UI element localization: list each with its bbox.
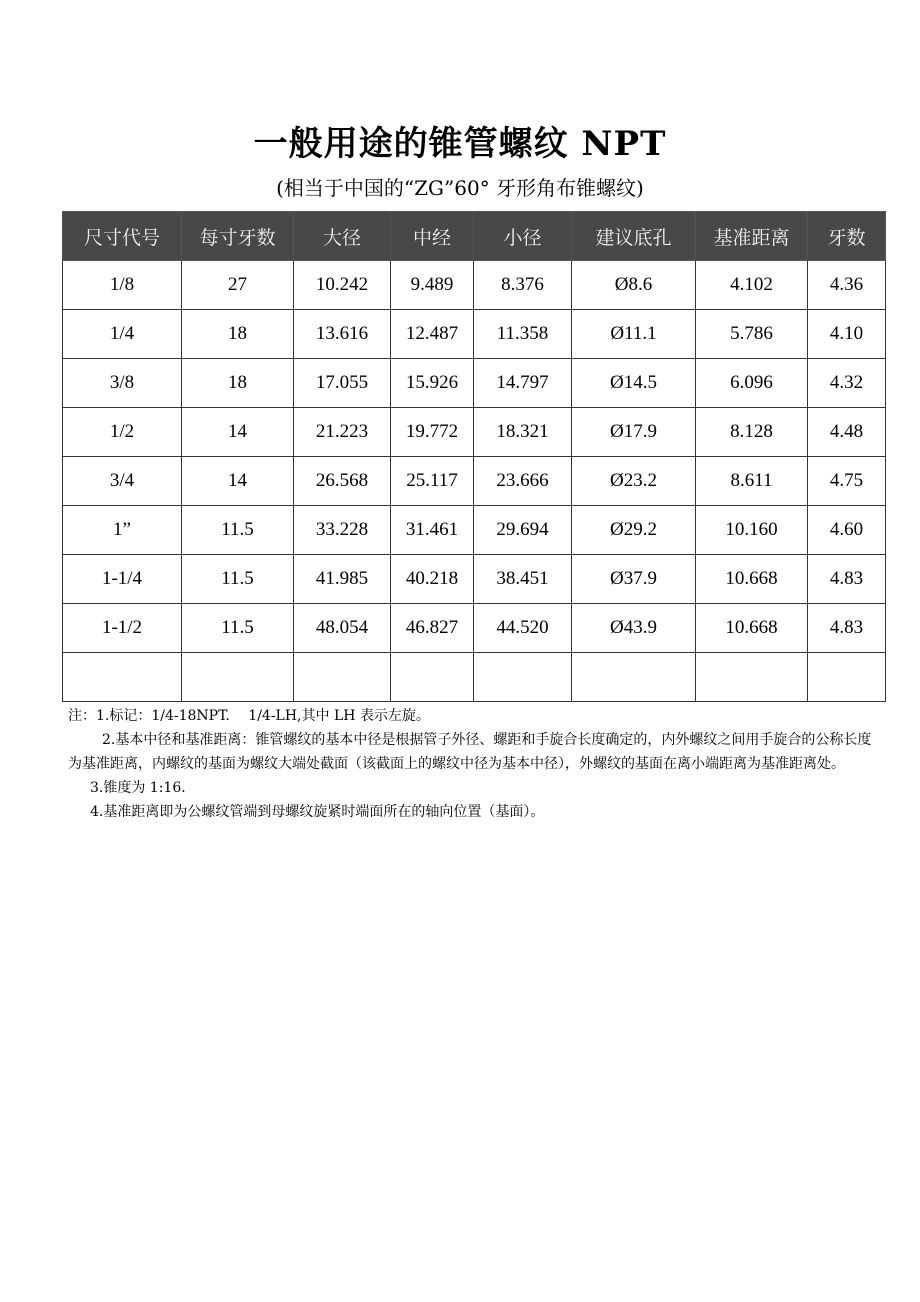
table-cell: 4.102 [696,261,808,310]
column-header: 中经 [391,212,474,261]
table-cell: 18 [182,359,294,408]
table-cell: 6.096 [696,359,808,408]
table-cell: 4.32 [808,359,886,408]
table-cell: 4.10 [808,310,886,359]
table-cell: 1/4 [63,310,182,359]
table-cell: 4.83 [808,604,886,653]
table-cell: 14 [182,457,294,506]
table-cell: Ø11.1 [572,310,696,359]
table-cell [696,653,808,702]
table-cell: 46.827 [391,604,474,653]
table-cell: 23.666 [474,457,572,506]
table-cell: 10.668 [696,555,808,604]
column-header: 牙数 [808,212,886,261]
table-row [63,359,886,408]
table-cell: Ø37.9 [572,555,696,604]
note-3: 3.锥度为 1:16. [90,780,186,796]
column-header: 基准距离 [696,212,808,261]
table-cell: 1-1/2 [63,604,182,653]
table-cell: 17.055 [294,359,391,408]
table-cell: Ø8.6 [572,261,696,310]
table-cell: 8.611 [696,457,808,506]
table-cell: 31.461 [391,506,474,555]
table-cell: 1/2 [63,408,182,457]
column-header: 每寸牙数 [182,212,294,261]
table-cell: 15.926 [391,359,474,408]
table-cell: 4.83 [808,555,886,604]
table-cell: 18.321 [474,408,572,457]
table-cell [63,653,182,702]
table-cell: 3/8 [63,359,182,408]
table-row [63,506,886,555]
table-cell: 8.376 [474,261,572,310]
table-cell: Ø14.5 [572,359,696,408]
table-cell: Ø17.9 [572,408,696,457]
table-cell: 3/4 [63,457,182,506]
table-cell: 1” [63,506,182,555]
table-cell [182,653,294,702]
column-header: 小径 [474,212,572,261]
table-cell [391,653,474,702]
table-cell: 21.223 [294,408,391,457]
table-row [63,408,886,457]
column-header: 尺寸代号 [63,212,182,261]
table-cell: 11.5 [182,506,294,555]
note-4: 4.基准距离即为公螺纹管端到母螺纹旋紧时端面所在的轴向位置（基面）。 [90,804,545,820]
table-cell [294,653,391,702]
table-cell: 4.60 [808,506,886,555]
table-cell: 1/8 [63,261,182,310]
table-cell: 33.228 [294,506,391,555]
table-cell: 27 [182,261,294,310]
table-cell: 1-1/4 [63,555,182,604]
page-subtitle: (相当于中国的“ZG”60° 牙形角布锥螺纹) [276,176,644,200]
table-cell [808,653,886,702]
table-cell: 13.616 [294,310,391,359]
table-cell: 11.358 [474,310,572,359]
table-cell: 14 [182,408,294,457]
table-cell: 5.786 [696,310,808,359]
table-cell [474,653,572,702]
npt-thread-table [62,211,886,702]
table-cell [572,653,696,702]
table-row [63,310,886,359]
table-row [63,604,886,653]
table-cell: 25.117 [391,457,474,506]
table-cell: 44.520 [474,604,572,653]
table-cell: 12.487 [391,310,474,359]
table-row [63,555,886,604]
table-cell: 38.451 [474,555,572,604]
column-header: 大径 [294,212,391,261]
table-row [63,653,886,702]
table-cell: 10.242 [294,261,391,310]
table-cell: 19.772 [391,408,474,457]
table-cell: 4.75 [808,457,886,506]
table-cell: 14.797 [474,359,572,408]
table-row [63,457,886,506]
table-cell: Ø29.2 [572,506,696,555]
table-cell: 11.5 [182,604,294,653]
table-cell: 26.568 [294,457,391,506]
table-cell: 4.48 [808,408,886,457]
note-1: 注：1.标记：1/4-18NPT. 1/4-LH,其中 LH 表示左旋。 [68,708,430,724]
table-cell: 41.985 [294,555,391,604]
column-header: 建议底孔 [572,212,696,261]
page-title: 一般用途的锥管螺纹 NPT [253,124,667,164]
table-cell: 9.489 [391,261,474,310]
table-row [63,261,886,310]
table-cell: 11.5 [182,555,294,604]
table-cell: 10.668 [696,604,808,653]
table-cell: 10.160 [696,506,808,555]
table-header-row [63,212,886,261]
note-2: 2.基本中径和基准距离：锥管螺纹的基本中径是根据管子外径、螺距和手旋合长度确定的，内外螺纹之间用手旋合的公称长度为基准距离，内螺纹的基面为螺纹大端处截面（该截面上的螺纹中径为基本中径），外螺纹的基面在离小端距离为基准距离处。 [68,732,872,772]
table-cell: Ø43.9 [572,604,696,653]
table-cell: 4.36 [808,261,886,310]
table-cell: 8.128 [696,408,808,457]
table-cell: 29.694 [474,506,572,555]
table-cell: 18 [182,310,294,359]
table-cell: Ø23.2 [572,457,696,506]
table-cell: 40.218 [391,555,474,604]
table-cell: 48.054 [294,604,391,653]
notes [68,704,883,824]
